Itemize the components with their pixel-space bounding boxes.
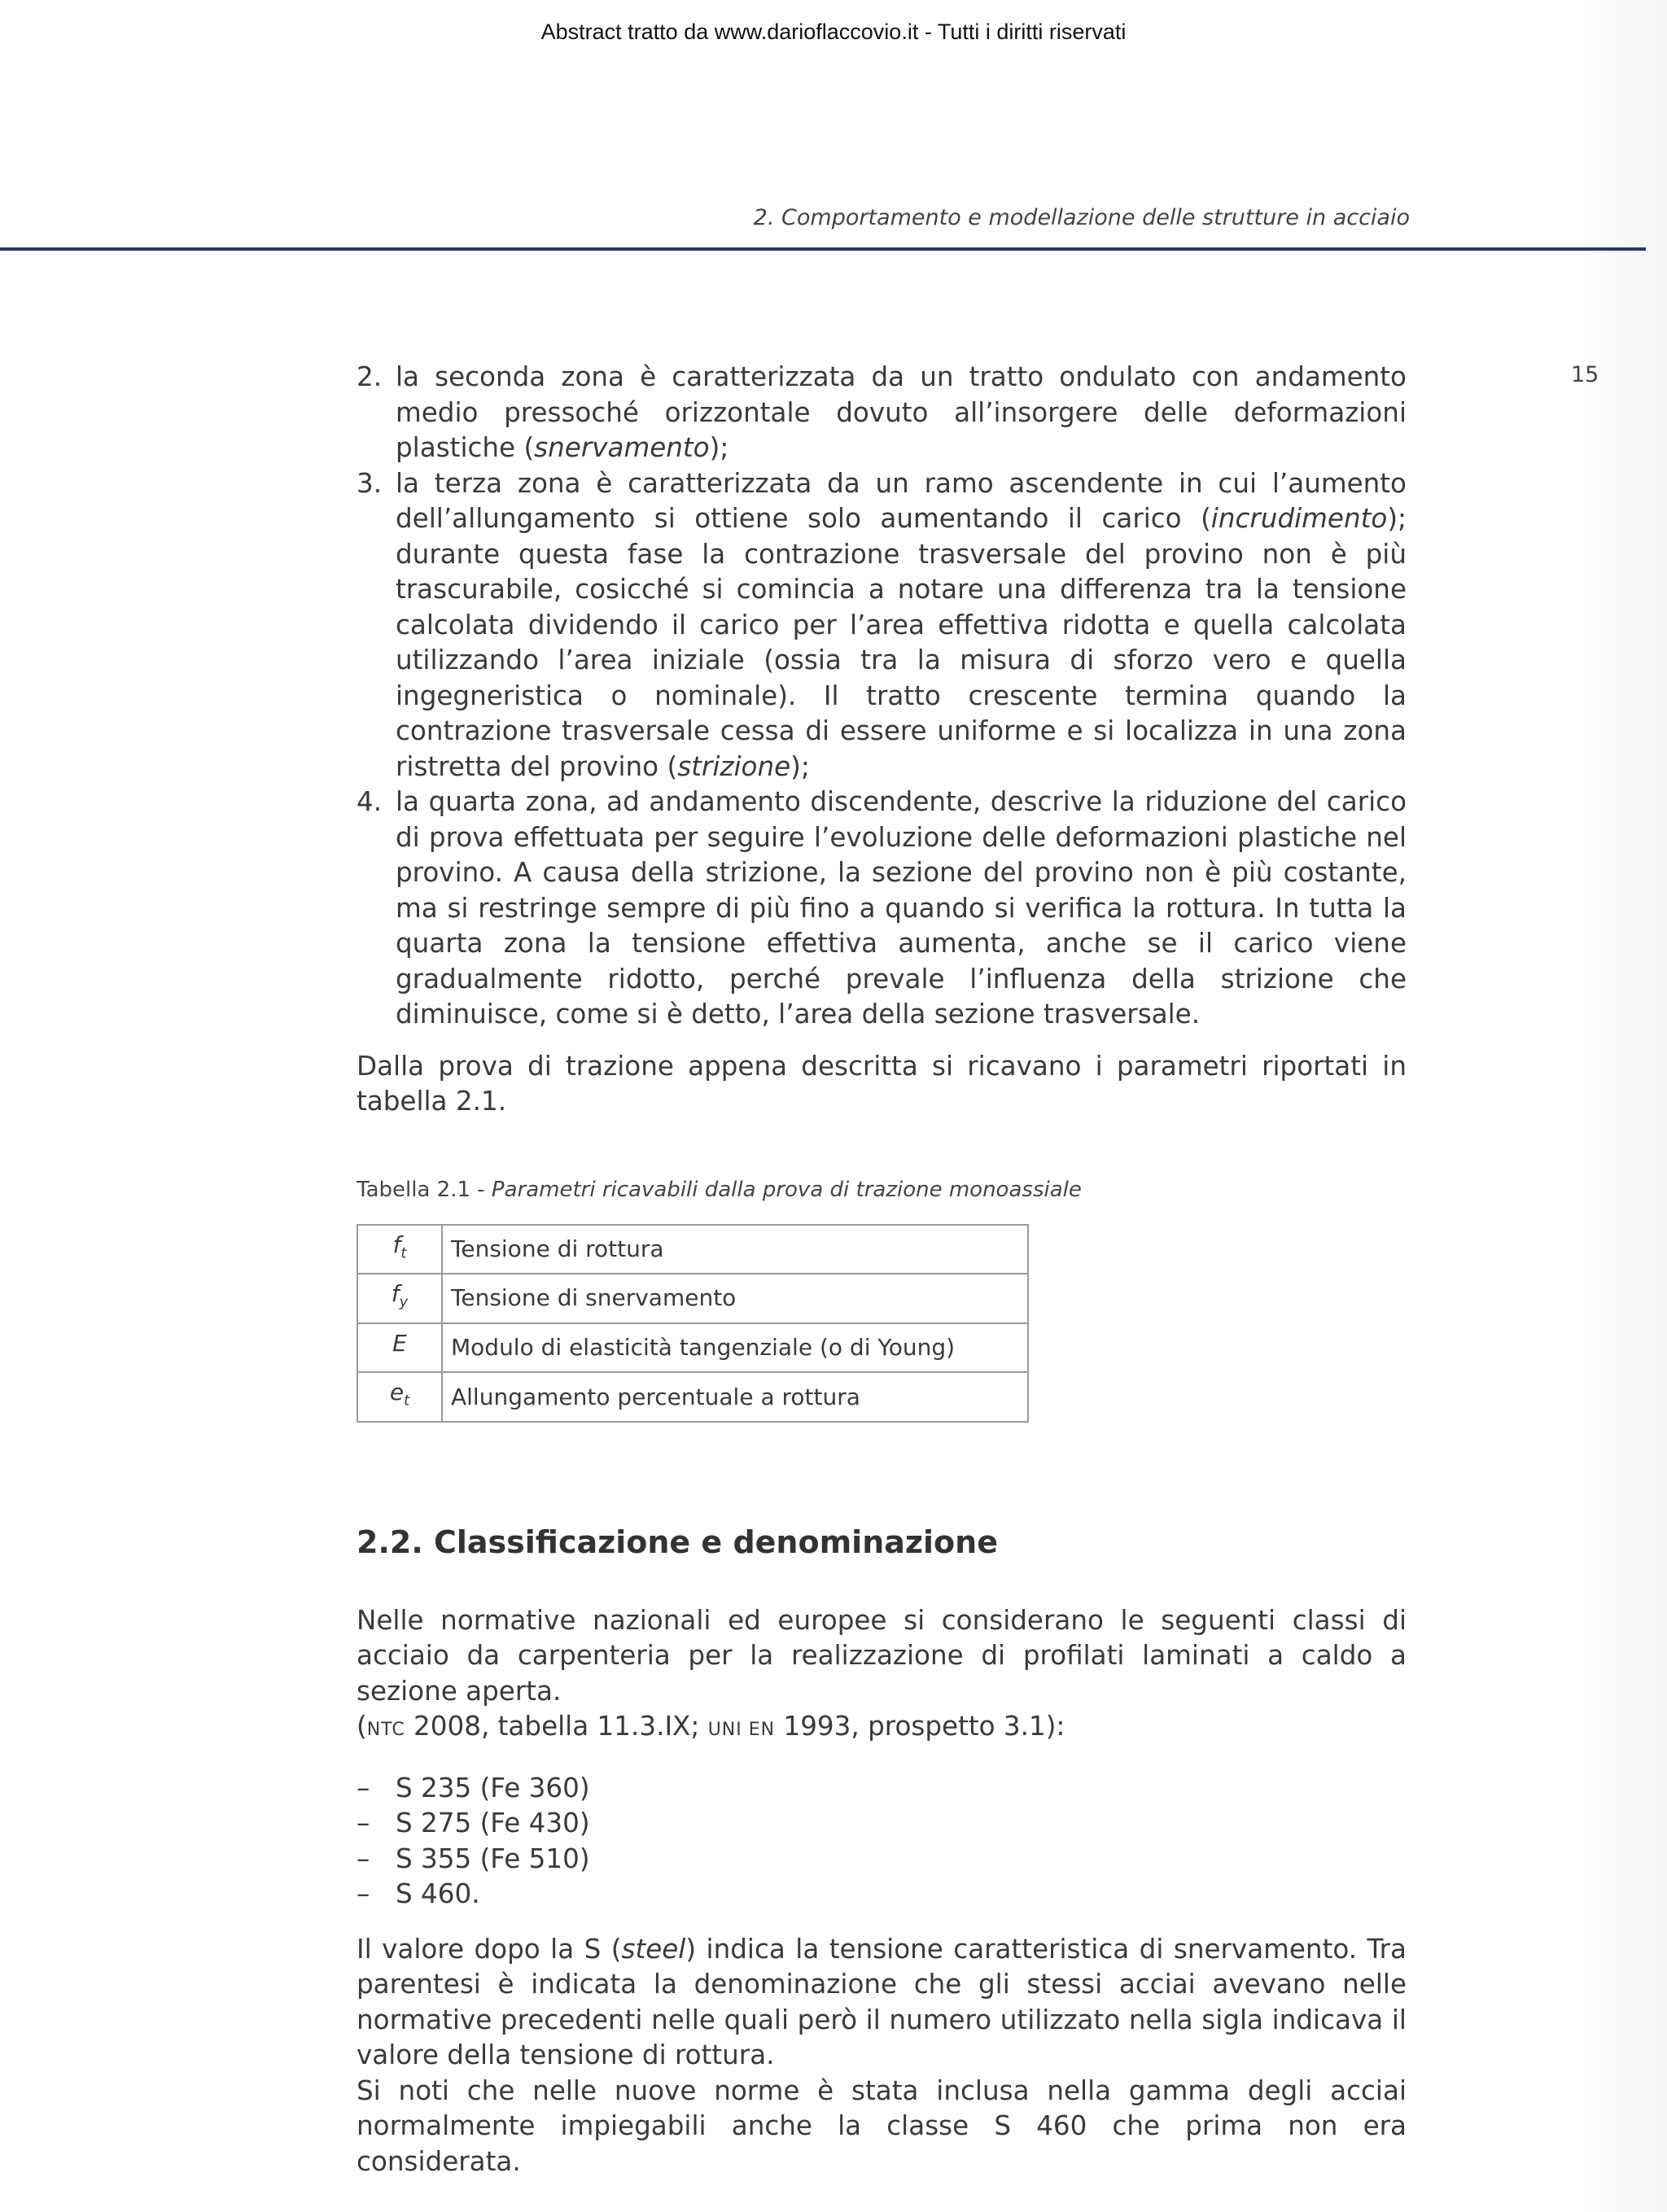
parameters-table	[357, 1224, 1029, 1423]
symbol: f	[392, 1231, 401, 1258]
symbol: E	[392, 1329, 407, 1357]
list-item	[357, 1877, 1407, 1913]
page-number: 15	[1571, 362, 1599, 387]
description-cell: Modulo di elasticità tangenziale (o di Young)	[442, 1323, 1028, 1373]
list-item-text-mid: ); durante questa fase la contrazione trasversale del provino non è più trascurabile, cosicché si comincia a notare una differenza tra la tensione calcolata dividendo il carico per l’area effettiva ridotta e quella calcolata utilizzando l’area iniziale (ossia tra la misura di sforzo vero e quella ingegneristica o nominale). Il tratto crescente termina quando la contrazione trasversale cessa di essere uniforme e si localizza in una zona ristretta del provino (	[396, 503, 1407, 782]
list-item	[357, 1771, 1407, 1807]
list-item-emphasis: snervamento	[534, 432, 710, 463]
symbol: e	[389, 1379, 405, 1406]
list-item	[357, 1806, 1407, 1842]
table-row	[357, 1323, 1028, 1373]
description-cell: Tensione di snervamento	[442, 1274, 1028, 1323]
symbol-subscript: t	[404, 1392, 410, 1410]
steel-class: S 235 (Fe 360)	[396, 1772, 590, 1803]
dash-bullet: –	[357, 1878, 370, 1910]
symbol-cell	[357, 1372, 442, 1422]
symbol-subscript: t	[400, 1244, 407, 1262]
section-paragraph	[357, 1932, 1407, 2074]
list-item	[357, 466, 1407, 785]
table-caption-title: Parametri ricavabili dalla prova di trazione monoassiale	[491, 1177, 1082, 1202]
list-item-text: la seconda zona è caratterizzata da un tratto ondulato con andamento medio pressoché orizzontale dovuto all’insorgere delle deformazioni plastiche (	[396, 361, 1407, 463]
symbol-cell	[357, 1274, 442, 1323]
description-cell: Allungamento percentuale a rottura	[442, 1372, 1028, 1422]
reference-ntc: NTC	[366, 1720, 405, 1741]
symbol-subscript: y	[399, 1293, 409, 1311]
steel-class-list	[357, 1771, 1407, 1913]
list-item-number: 4.	[357, 786, 383, 817]
symbol-cell	[357, 1225, 442, 1274]
list-item-text: la terza zona è caratterizzata da un ramo ascendente in cui l’aumento dell’allungamento si ottiene solo aumentando il carico (	[396, 467, 1407, 534]
table-caption	[357, 1175, 1407, 1204]
list-item-number: 2.	[357, 361, 383, 392]
symbol-cell	[357, 1323, 442, 1373]
section-paragraph	[357, 1603, 1407, 1748]
section-heading: 2.2. Classificazione e denominazione	[357, 1523, 998, 1560]
dash-bullet: –	[357, 1843, 370, 1874]
list-item-emphasis: incrudimento	[1210, 503, 1388, 534]
steel-class: S 355 (Fe 510)	[396, 1843, 590, 1874]
zone-list	[357, 360, 1407, 1033]
steel-class: S 275 (Fe 430)	[396, 1808, 590, 1839]
dash-bullet: –	[357, 1808, 370, 1839]
table-caption-label: Tabella 2.1 -	[357, 1177, 492, 1202]
paragraph-text: Il valore dopo la S (	[357, 1933, 622, 1965]
symbol: f	[391, 1280, 400, 1308]
list-item	[357, 785, 1407, 1033]
list-item	[357, 360, 1407, 466]
reference-uni-en: UNI EN	[707, 1720, 776, 1741]
page-edge-shade	[1579, 0, 1667, 2212]
description-cell: Tensione di rottura	[442, 1225, 1028, 1274]
list-item-number: 3.	[357, 467, 383, 499]
header-rule	[0, 247, 1646, 251]
steel-class: S 460.	[396, 1878, 480, 1910]
table-row	[357, 1372, 1028, 1422]
list-item-emphasis: strizione	[677, 750, 791, 782]
page-body	[357, 360, 1407, 2179]
reference-open: (	[357, 1711, 367, 1742]
intro-paragraph: Dalla prova di trazione appena descritta si ricavano i parametri riportati in tabella 2.1.	[357, 1050, 1407, 1117]
paragraph-emphasis: steel	[621, 1933, 686, 1965]
table-row	[357, 1274, 1028, 1323]
running-head: 2. Comportamento e modellazione delle strutture in acciaio	[753, 205, 1410, 230]
paragraph-text-end: ) indica la tensione caratteristica di snervamento. Tra parentesi è indicata la denominazione che gli stessi acciai avevano nelle normative precedenti nelle quali però il numero utilizzato nella sigla indicava il valore della tensione di rottura.	[357, 1933, 1407, 2071]
table-row	[357, 1225, 1028, 1274]
reference-text: 2008, tabella 11.3.IX;	[405, 1711, 708, 1742]
watermark-banner: Abstract tratto da www.darioflaccovio.it - Tutti i diritti riservati	[540, 20, 1127, 44]
paragraph-text: Nelle normative nazionali ed europee si considerano le seguenti classi di acciaio da carpenteria per la realizzazione di profilati laminati a caldo a sezione aperta.	[357, 1604, 1407, 1707]
list-item	[357, 1842, 1407, 1878]
list-item-text: la quarta zona, ad andamento discendente, descrive la riduzione del carico di prova effettuata per seguire l’evoluzione delle deformazioni plastiche nel provino. A causa della strizione, la sezione del provino non è più costante, ma si restringe sempre di più fino a quando si verifica la rottura. In tutta la quarta zona la tensione effettiva aumenta, anche se il carico viene gradualmente ridotto, perché prevale l’influenza della strizione che diminuisce, come si è detto, l’area della sezione trasversale.	[396, 786, 1407, 1029]
section-paragraph: Si noti che nelle nuove norme è stata inclusa nella gamma degli acciai normalmente impiegabili anche la classe S 460 che prima non era considerata.	[357, 2074, 1407, 2177]
reference-text-end: 1993, prospetto 3.1):	[775, 1711, 1065, 1742]
list-item-text-end: );	[790, 750, 810, 782]
dash-bullet: –	[357, 1772, 370, 1803]
list-item-text-end: );	[709, 432, 729, 463]
